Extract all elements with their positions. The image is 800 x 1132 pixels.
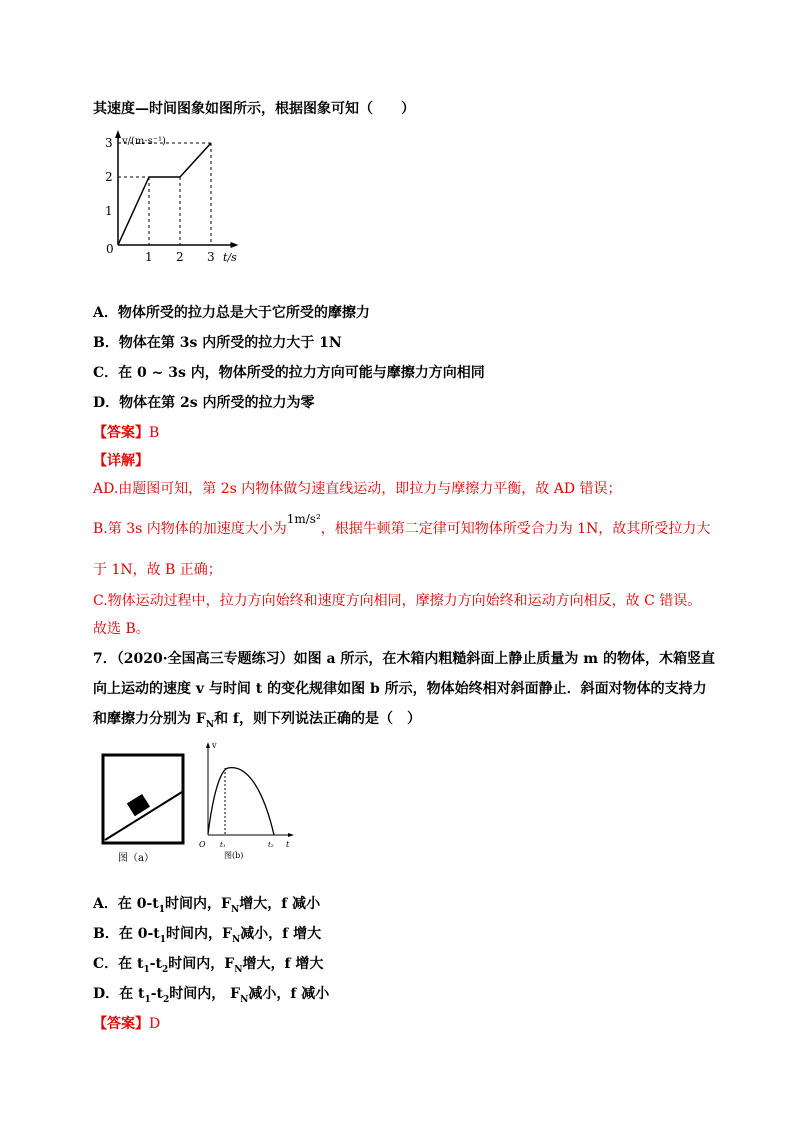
q7-answer [93,1013,160,1033]
q7-d-sub: 1 [144,994,151,1005]
q7-stem-text-1: 如图 a 所示，在木箱内粗糙斜面上静止质量为 m 的物体，木箱竖直 [293,651,715,667]
q7-d-sub2: 2 [163,994,170,1005]
q7-answer-value: D [149,1016,161,1032]
chart-series-segment [180,143,211,177]
q7-d-sub3: N [240,994,249,1005]
q7-option-c [93,953,323,975]
fig-b-t2: t₂ [268,841,274,849]
question-7-stem-2: 向上运动的速度 v 与时间 t 的变化规律如图 b 所示，物体始终相对斜面静止．斜面对物体的支持力 [93,681,707,697]
detail-line-b2: 于 1N，故 B 正确； [93,562,222,578]
q7-option-b [93,923,321,945]
q7-b-2: 时间内，F [166,926,232,942]
chart-y-tick-label: 1 [105,204,113,218]
q7-stem-text-3-end: 和 f，则下列说法正确的是（ ） [214,711,421,727]
chart-xlabel: t/s [223,251,237,264]
chart-x-tick-label: 3 [207,250,215,264]
q7-stem-sub: N [205,719,215,730]
chart-y-tick-label: 2 [105,170,113,184]
q7-c-sub: 1 [143,964,150,975]
detail-line-b [93,512,711,538]
q6-option-b: B．物体在第 3s 内所受的拉力大于 1N [93,335,342,351]
chart-series-segment [118,177,149,245]
q7-d-1: D．在 t [93,986,145,1002]
q7-c-2: -t [149,956,163,972]
figure-a-box-incline [100,752,190,867]
q7-b-sub2: N [231,934,241,945]
answer-label: 【答案】 [93,425,149,441]
q7-number: 7． [93,651,117,667]
q6-option-a: A．物体所受的拉力总是大于它所受的摩擦力 [93,305,370,321]
q7-stem-text-3: 和摩擦力分别为 F [93,711,206,727]
chart-y-arrow [115,130,121,138]
figure-a-caption: 图（a） [118,853,154,864]
figure-b-caption: 图(b) [224,851,244,860]
figure-b-velocity-curve [196,740,296,860]
q7-b-3: 减小，f 增大 [240,926,322,942]
q7-a-2: 时间内，F [165,896,231,912]
q7-a-sub: 1 [158,904,166,915]
q7-c-3: 时间内，F [168,956,235,972]
q7-d-2: -t [150,986,164,1002]
q7-a-1: A．在 0-t [93,896,159,912]
question-6-stem: 其速度—时间图象如图所示，根据图象可知（ ） [93,101,415,117]
fig-b-origin: O [199,840,206,849]
fig-b-v-label: v [212,741,217,750]
chart-x-tick-label: 1 [145,250,153,264]
q6-option-d: D．物体在第 2s 内所受的拉力为零 [93,395,315,411]
detail-conclusion: 故选 B。 [93,621,150,637]
question-7-stem-3 [93,708,421,730]
q7-option-a [93,893,320,915]
q6-answer [93,422,159,442]
answer-value: B [149,425,160,441]
q7-option-d [93,983,329,1005]
chart-x-tick-label: 2 [176,250,184,264]
q6-option-c: C．在 0 ~ 3s 内，物体所受的拉力方向可能与摩擦力方向相同 [93,365,485,381]
q7-c-4: 增大，f 增大 [242,956,324,972]
velocity-time-chart [100,130,250,270]
q7-c-1: C．在 t [93,956,144,972]
q7-d-3: 时间内， F [169,986,241,1002]
detail-line-c: C.物体运动过程中，拉力方向始终和速度方向相同，摩擦力方向始终和运动方向相反，故 C 错误。 [93,593,702,609]
chart-x-arrow [231,242,239,248]
q7-a-sub2: N [230,904,240,915]
q7-answer-label: 【答案】 [93,1016,149,1032]
chart-ylabel: v/(m·s⁻¹) [122,136,166,147]
chart-y-tick-label: 3 [105,136,113,150]
fig-b-t1: t₁ [220,841,226,849]
q7-b-1: B．在 0-t [93,926,160,942]
fig-b-t: t [286,840,290,849]
detail-line-ad: AD.由题图可知，第 2s 内物体做匀速直线运动，即拉力与摩擦力平衡，故 AD 错误； [93,481,622,497]
velocity-curve [208,768,274,835]
q7-c-sub2: 2 [162,964,169,975]
q7-b-sub: 1 [159,934,166,945]
detail-b-start: B.第 3s 内物体的加速度大小为 [93,521,287,537]
q7-d-4: 减小，f 减小 [248,986,330,1002]
q7-c-sub3: N [234,964,243,975]
block-on-incline [127,794,150,816]
detail-label: 【详解】 [93,453,149,469]
question-7-stem-1 [93,648,715,668]
chart-x-tick-label: 0 [106,242,114,256]
q7-source: （2020·全国高三专题练习） [116,651,294,667]
detail-b-end: ，根据牛顿第二定律可知物体所受合力为 1N，故其所受拉力大 [320,521,711,537]
q7-a-3: 增大，f 减小 [239,896,321,912]
acceleration-value: 1m/s² [286,512,321,526]
